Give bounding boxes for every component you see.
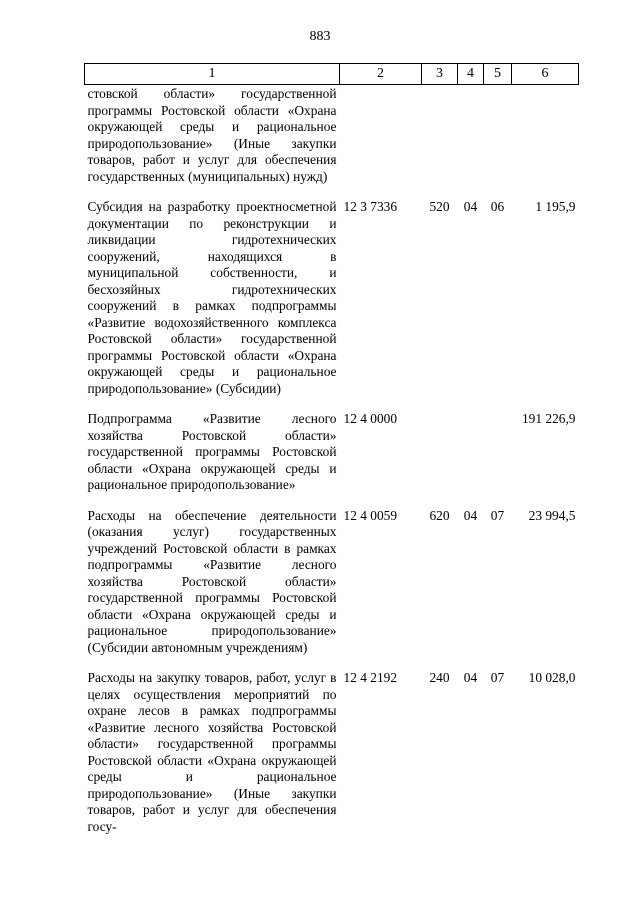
row-description: Подпрограмма «Развитие лесного хозяйства Ростовской области» государственной программы Ростовской области «Охрана окружающей среды и рациональное природопользование» xyxy=(87,411,337,492)
column-header-4: 4 xyxy=(458,64,484,85)
row-expense-type: 620 xyxy=(429,507,450,523)
row-target-code: 12 3 7336 xyxy=(343,199,398,214)
row-amount: 10 028,0 xyxy=(528,670,576,685)
row-target-code: 12 4 0000 xyxy=(343,411,398,426)
row-subsection xyxy=(484,85,512,200)
column-header-6: 6 xyxy=(512,64,579,85)
row-description: Субсидия на разработку проектносметной документации по реконструкции и ликвидации гидротехнических сооружений, находящихся в муниципальной собственности, и бесхозяйных гидротехнических сооружений в рамках подпрограммы «Развитие водохозяйственного комплекса Ростовской области» государственной программы Ростовской области «Охрана окружающей среды и рациональное природопользование» (Субсидии) xyxy=(87,199,337,396)
row-subsection xyxy=(484,411,512,508)
row-subsection: 07 xyxy=(490,507,505,523)
row-description: Расходы на обеспечение деятельности (оказания услуг) государственных учреждений Ростовской области в рамках подпрограммы «Развитие лесного хозяйства Ростовской области» государственной программы Ростовской области «Охрана окружающей среды и рациональное природопользование» (Субсидии автономным учреждениям) xyxy=(87,507,337,655)
column-header-1: 1 xyxy=(85,64,340,85)
table-row xyxy=(85,508,579,671)
row-amount: 23 994,5 xyxy=(528,507,576,523)
row-expense-type: 520 xyxy=(429,199,450,214)
table-row xyxy=(85,199,579,411)
table-row xyxy=(85,411,579,508)
row-section xyxy=(458,411,484,508)
row-section: 04 xyxy=(463,670,478,685)
table-row xyxy=(85,85,579,200)
row-expense-type: 240 xyxy=(429,670,450,685)
column-header-3: 3 xyxy=(422,64,458,85)
row-target-code: 12 4 2192 xyxy=(343,670,398,685)
table-header-row xyxy=(85,64,579,85)
row-description: Расходы на закупку товаров, работ, услуг в целях осуществления мероприятий по охране лесов в рамках подпрограммы «Развитие лесного хозяйства Ростовской области» государственной программы Ростовской области «Охрана окружающей среды и рациональное природопользование» (Иные закупки товаров, работ и услуг для обеспечения госу- xyxy=(87,670,337,834)
row-amount: 1 195,9 xyxy=(535,199,576,214)
row-target-code: 12 4 0059 xyxy=(343,507,398,523)
budget-table xyxy=(84,63,579,849)
row-section: 04 xyxy=(463,199,478,214)
row-amount xyxy=(512,85,579,200)
row-subsection: 07 xyxy=(490,670,505,685)
row-subsection: 06 xyxy=(490,199,505,214)
row-expense-type xyxy=(422,85,458,200)
row-expense-type xyxy=(422,411,458,508)
row-section xyxy=(458,85,484,200)
table-row xyxy=(85,670,579,849)
column-header-5: 5 xyxy=(484,64,512,85)
column-header-2: 2 xyxy=(340,64,422,85)
row-section: 04 xyxy=(463,507,478,523)
row-target-code xyxy=(340,85,422,200)
row-amount: 191 226,9 xyxy=(521,411,576,426)
row-description: стовской области» государственной программы Ростовской области «Охрана окружающей среды и рациональное природопользование» (Иные закупки товаров, работ и услуг для обеспечения государственных (муниципальных) нужд) xyxy=(87,86,337,184)
page-number: 883 xyxy=(309,29,331,44)
